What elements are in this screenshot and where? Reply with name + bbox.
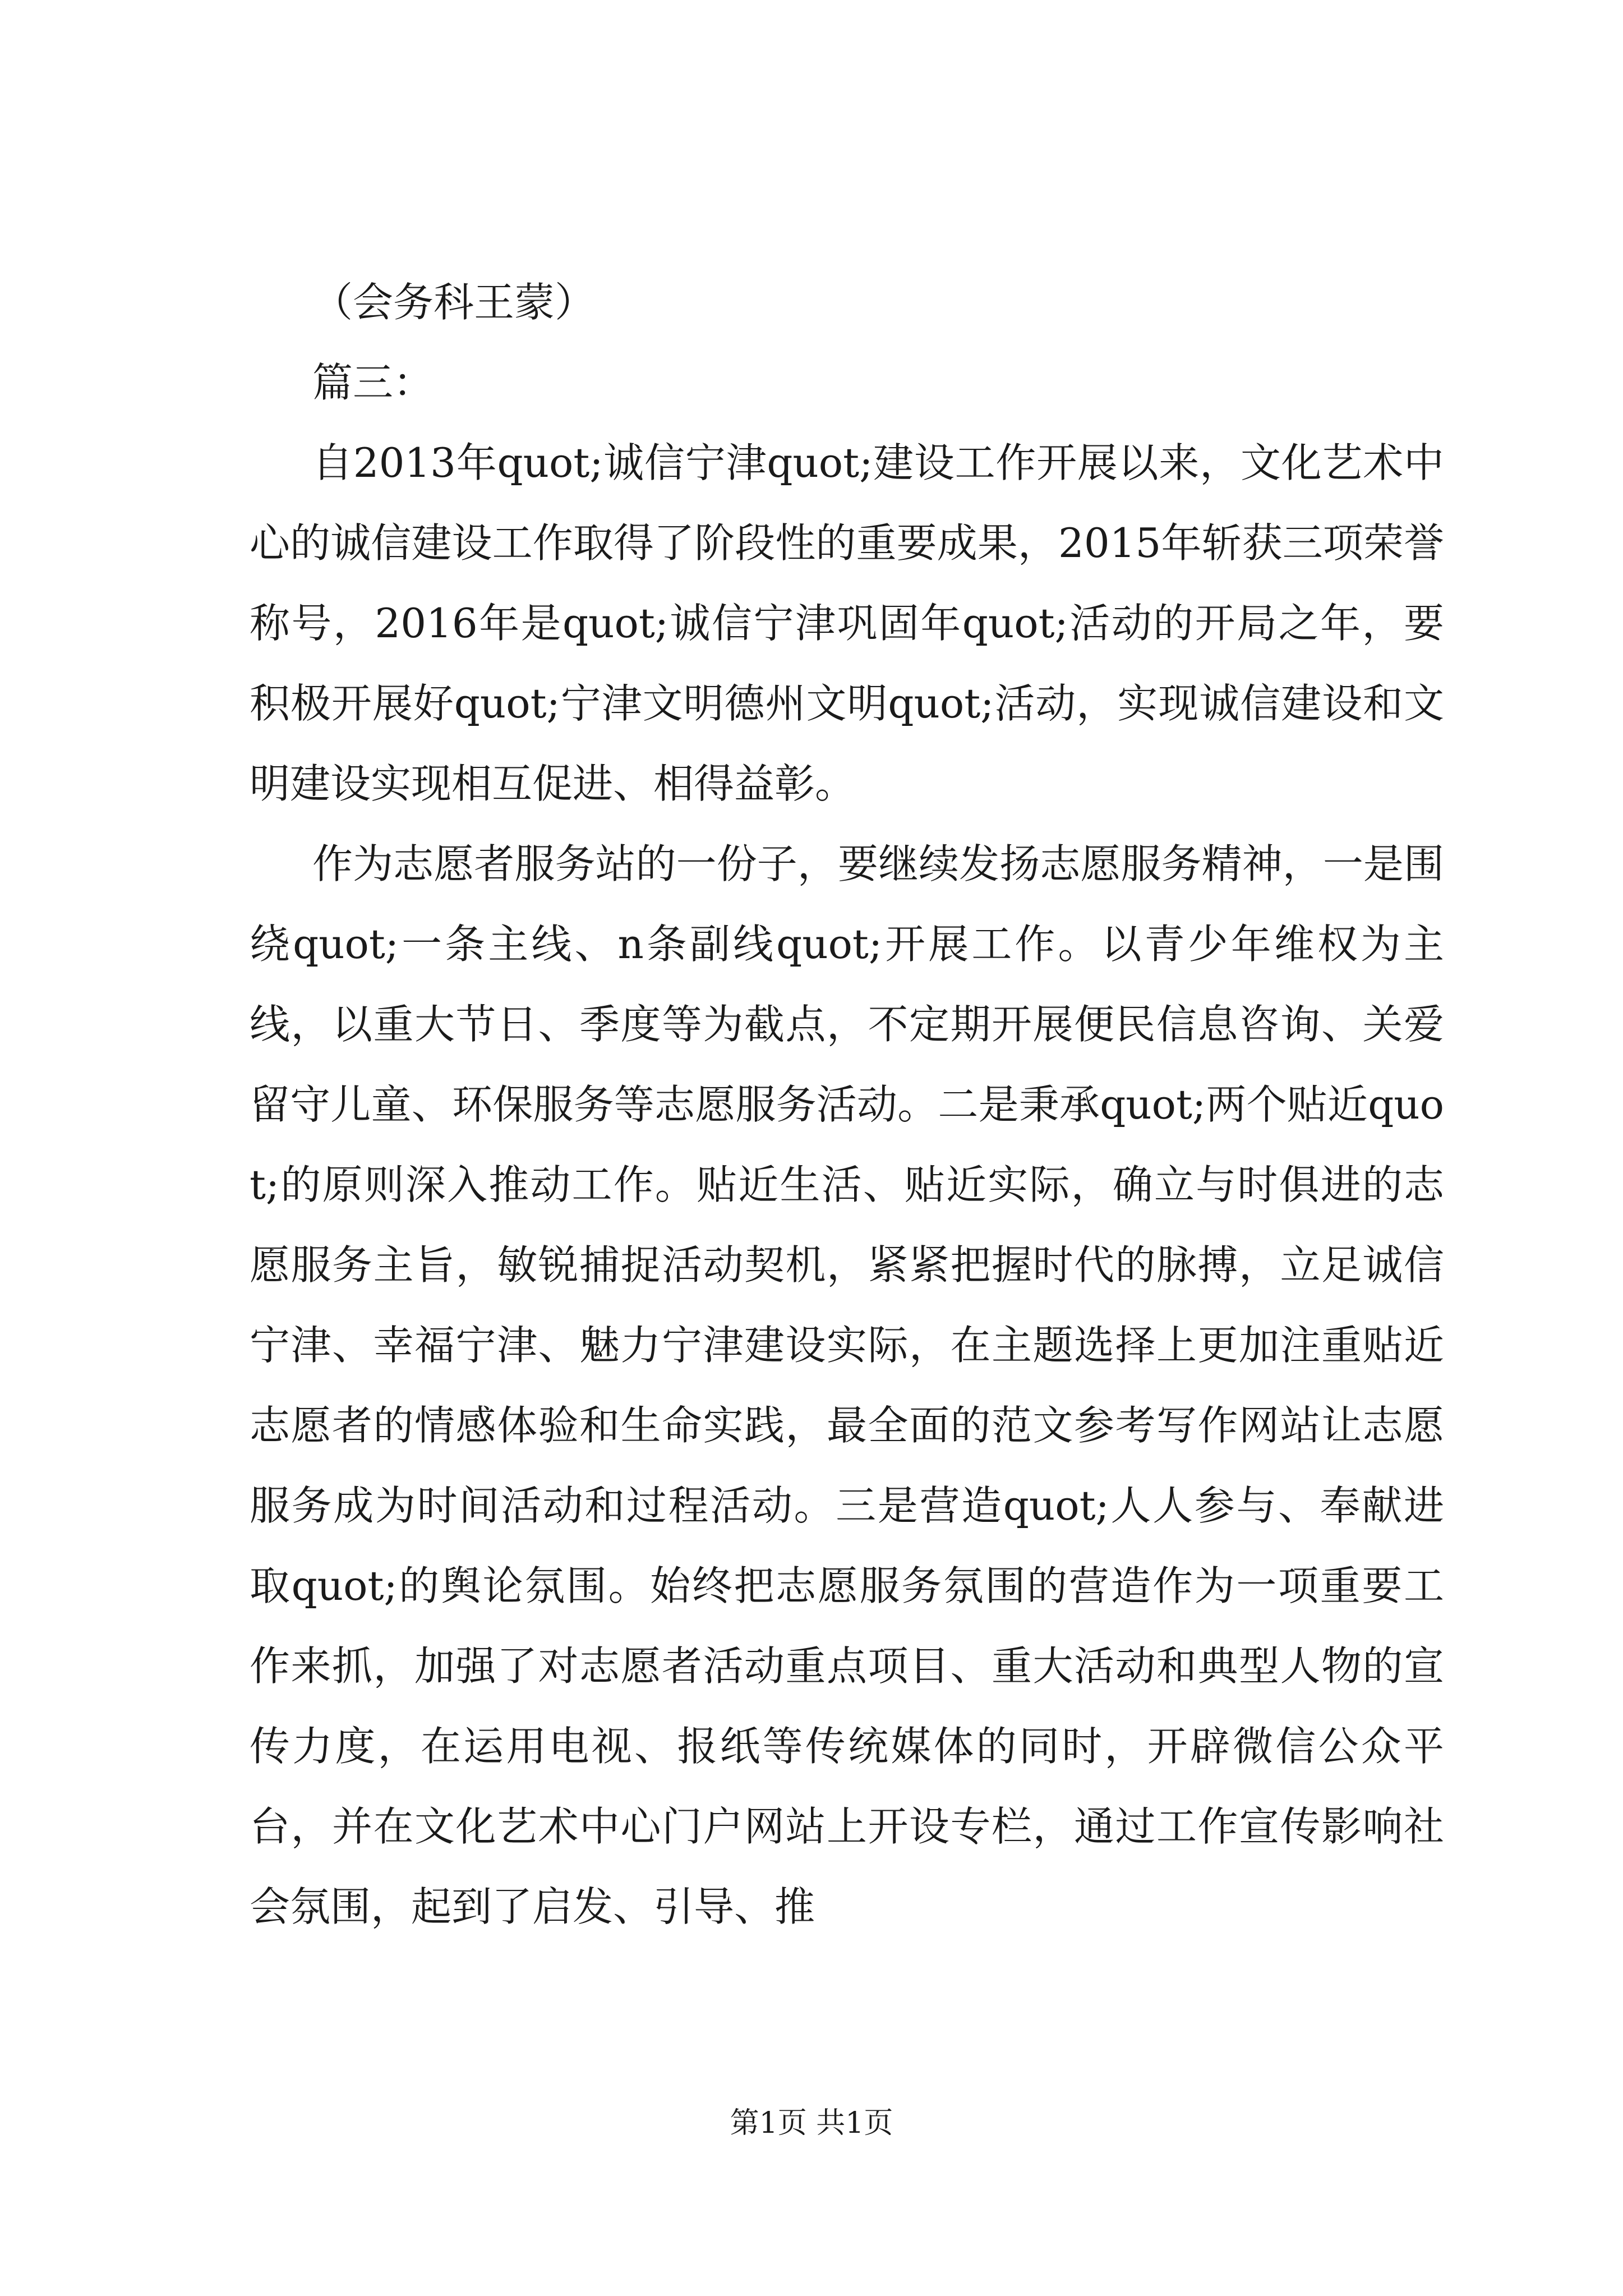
- body-paragraph: 作为志愿者服务站的一份子，要继续发扬志愿服务精神，一是围绕quot;一条主线、n条副线quot;开展工作。以青少年维权为主线，以重大节日、季度等为截点，不定期开展便民信息咨询、关爱留守儿童、环保服务等志愿服务活动。二是秉承quot;两个贴近quot;的原则深入推动工作。贴近生活、贴近实际，确立与时俱进的志愿服务主旨，敏锐捕捉活动契机，紧紧把握时代的脉搏，立足诚信宁津、幸福宁津、魅力宁津建设实际，在主题选择上更加注重贴近志愿者的情感体验和生命实践，最全面的范文参考写作网站让志愿服务成为时间活动和过程活动。三是营造quot;人人参与、奉献进取quot;的舆论氛围。始终把志愿服务氛围的营造作为一项重要工作来抓，加强了对志愿者活动重点项目、重大活动和典型人物的宣传力度，在运用电视、报纸等传统媒体的同时，开辟微信公众平台，并在文化艺术中心门户网站上开设专栏，通过工作宣传影响社会氛围，起到了启发、引导、推: [250, 840, 1444, 1930]
- author-note: （会务科王蒙）: [312, 279, 596, 326]
- section-heading: 篇三：: [312, 359, 434, 406]
- page-footer: 第1页 共1页: [730, 2106, 893, 2140]
- document-body: [250, 263, 1444, 1947]
- body-paragraph: 自2013年quot;诚信宁津quot;建设工作开展以来，文化艺术中心的诚信建设工作取得了阶段性的重要成果，2015年斩获三项荣誉称号，2016年是quot;诚信宁津巩固年quot;活动的开局之年，要积极开展好quot;宁津文明德州文明quot;活动，实现诚信建设和文明建设实现相互促进、相得益彰。: [250, 439, 1444, 807]
